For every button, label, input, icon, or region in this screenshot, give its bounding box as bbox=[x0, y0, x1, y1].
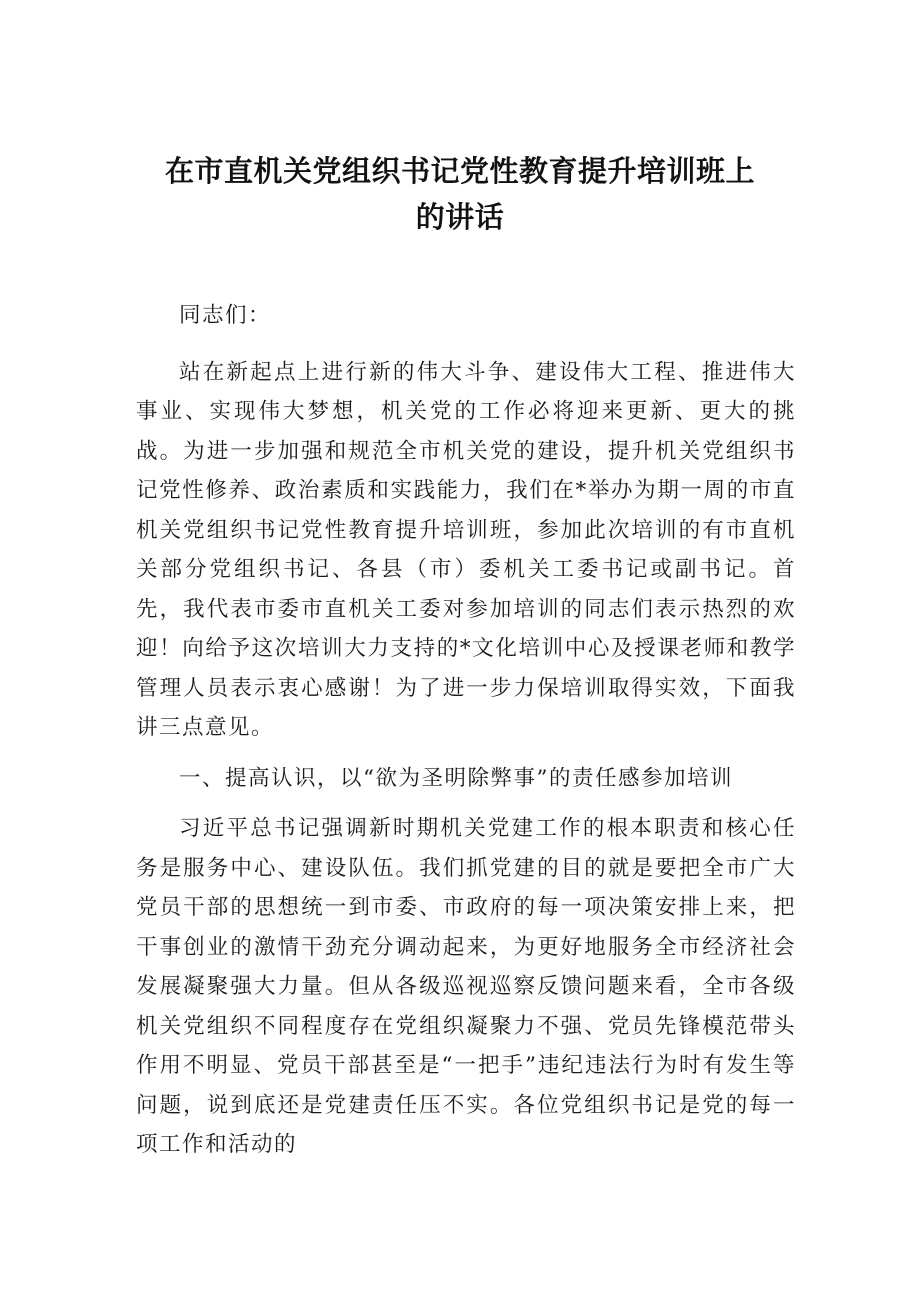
document-body bbox=[136, 296, 796, 1176]
section-heading-1: 一、提高认识，以“欲为圣明除弊事”的责任感参加培训 bbox=[179, 765, 733, 791]
title-line-2: 的讲话 bbox=[415, 200, 505, 234]
paragraph-intro: 站在新起点上进行新的伟大斗争、建设伟大工程、推进伟大事业、实现伟大梦想，机关党的工作必将迎来更新、更大的挑战。为进一步加强和规范全市机关党的建设，提升机关党组织书记党性修养、政治素质和实践能力，我们在*举办为期一周的市直机关党组织书记党性教育提升培训班，参加此次培训的有市直机关部分党组织书记、各县（市）委机关工委书记或副书记。首先，我代表市委市直机关工委对参加培训的同志们表示热烈的欢迎！向给予这次培训大力支持的*文化培训中心及授课老师和教学管理人员表示衷心感谢！为了进一步力保培训取得实效，下面我讲三点意见。 bbox=[136, 359, 796, 740]
title-line-1: 在市直机关党组织书记党性教育提升培训班上 bbox=[164, 154, 755, 188]
salutation: 同志们： bbox=[179, 303, 272, 328]
paragraph-section-1: 习近平总书记强调新时期机关党建工作的根本职责和核心任务是服务中心、建设队伍。我们抓党建的目的就是要把全市广大党员干部的思想统一到市委、市政府的每一项决策安排上来，把干事创业的激情干劲充分调动起来，为更好地服务全市经济社会发展凝聚强大力量。但从各级巡视巡察反馈问题来看，全市各级机关党组织不同程度存在党组织凝聚力不强、党员先锋模范带头作用不明显、党员干部甚至是“一把手”违纪违法行为时有发生等问题，说到底还是党建责任压不实。各位党组织书记是党的每一项工作和活动的 bbox=[136, 816, 796, 1157]
document-title bbox=[140, 148, 780, 240]
